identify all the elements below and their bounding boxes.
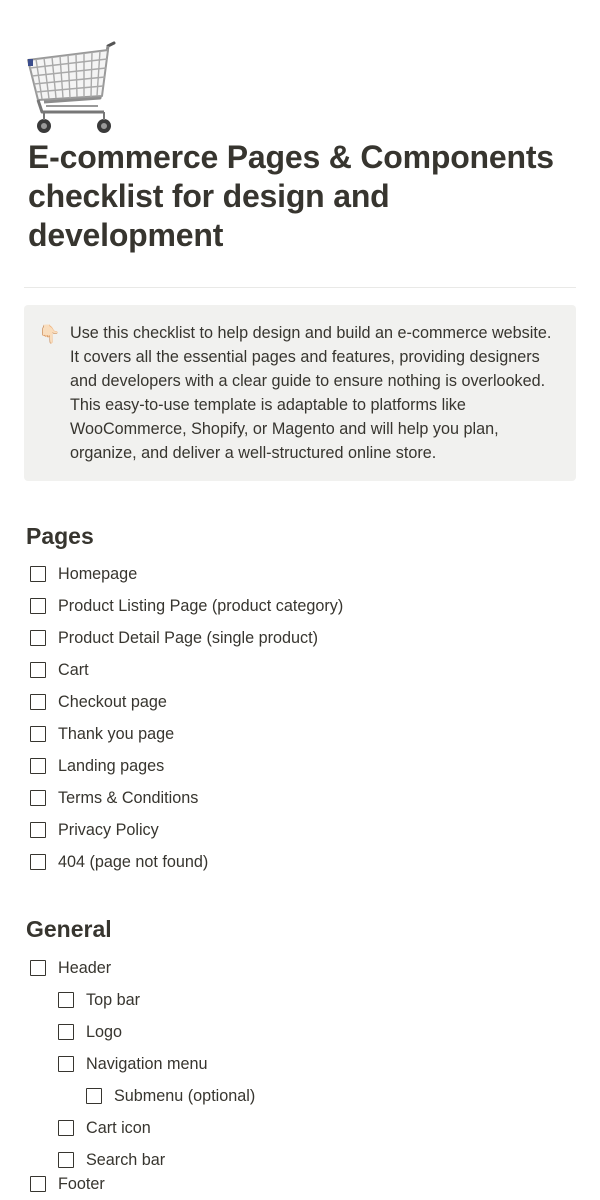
todo-item[interactable]: [30, 846, 208, 878]
todo-label[interactable]: Landing pages: [58, 757, 165, 775]
section-heading-pages: Pages: [26, 523, 94, 549]
todo-label[interactable]: Thank you page: [58, 725, 175, 743]
callout-text[interactable]: Use this checklist to help design and build an e-commerce website. It covers all the essential pages and features, providing designers and developers with a clear guide to ensure nothing is overlooked. This easy-to-use template is adaptable to platforms like WooCommerce, Shopify, or Magento and will help you plan, organize, and deliver a well-structured online store.: [70, 324, 552, 462]
checkbox[interactable]: [30, 960, 46, 976]
checkbox[interactable]: [30, 790, 46, 806]
checkbox[interactable]: [58, 1152, 74, 1168]
todo-label[interactable]: Navigation menu: [86, 1055, 208, 1073]
todo-label[interactable]: Privacy Policy: [58, 821, 159, 839]
checkbox[interactable]: [30, 822, 46, 838]
todo-label[interactable]: Cart: [58, 661, 89, 679]
todo-item[interactable]: [58, 1048, 207, 1080]
todo-label[interactable]: Header: [58, 959, 112, 977]
todo-label[interactable]: Footer: [58, 1175, 105, 1193]
todo-item[interactable]: [30, 558, 137, 590]
checkbox[interactable]: [86, 1088, 102, 1104]
todo-item[interactable]: [30, 750, 164, 782]
todo-label[interactable]: Logo: [86, 1023, 123, 1041]
checkbox[interactable]: [58, 1024, 74, 1040]
todo-item[interactable]: [30, 686, 167, 718]
checkbox[interactable]: [30, 854, 46, 870]
todo-label[interactable]: Checkout page: [58, 693, 167, 711]
todo-label[interactable]: Product Detail Page (single product): [58, 629, 319, 647]
todo-item[interactable]: [86, 1080, 255, 1112]
todo-label[interactable]: Cart icon: [86, 1119, 151, 1137]
checkbox[interactable]: [30, 726, 46, 742]
checkbox[interactable]: [30, 630, 46, 646]
todo-item[interactable]: [30, 782, 198, 814]
backhand-index-pointing-down-icon[interactable]: 👇🏻: [38, 324, 61, 344]
todo-item[interactable]: [30, 1168, 105, 1200]
todo-item[interactable]: [30, 654, 89, 686]
checkbox[interactable]: [30, 694, 46, 710]
todo-item[interactable]: [30, 814, 159, 846]
todo-item[interactable]: [30, 622, 318, 654]
checkbox[interactable]: [58, 1120, 74, 1136]
divider: [24, 287, 576, 288]
checkbox[interactable]: [30, 566, 46, 582]
todo-label[interactable]: Homepage: [58, 565, 138, 583]
todo-item[interactable]: [30, 718, 174, 750]
section-heading-general: General: [26, 916, 112, 942]
todo-item[interactable]: [30, 590, 343, 622]
todo-item[interactable]: [58, 1112, 151, 1144]
checkbox[interactable]: [58, 1056, 74, 1072]
checkbox[interactable]: [30, 758, 46, 774]
checkbox[interactable]: [30, 662, 46, 678]
todo-label[interactable]: Product Listing Page (product category): [58, 597, 344, 615]
callout-block[interactable]: [24, 305, 576, 481]
checkbox[interactable]: [30, 598, 46, 614]
todo-item[interactable]: [30, 952, 111, 984]
todo-item[interactable]: [58, 1016, 122, 1048]
todo-label[interactable]: Submenu (optional): [114, 1087, 256, 1105]
todo-label[interactable]: Terms & Conditions: [58, 789, 199, 807]
shopping-cart-icon[interactable]: [24, 40, 120, 136]
page-title[interactable]: E-commerce Pages & Components checklist for design and development: [28, 139, 554, 253]
checkbox[interactable]: [58, 992, 74, 1008]
todo-label[interactable]: Top bar: [86, 991, 140, 1009]
checkbox[interactable]: [30, 1176, 46, 1192]
todo-label[interactable]: 404 (page not found): [58, 853, 209, 871]
todo-item[interactable]: [58, 984, 140, 1016]
todo-label[interactable]: Search bar: [86, 1151, 166, 1169]
